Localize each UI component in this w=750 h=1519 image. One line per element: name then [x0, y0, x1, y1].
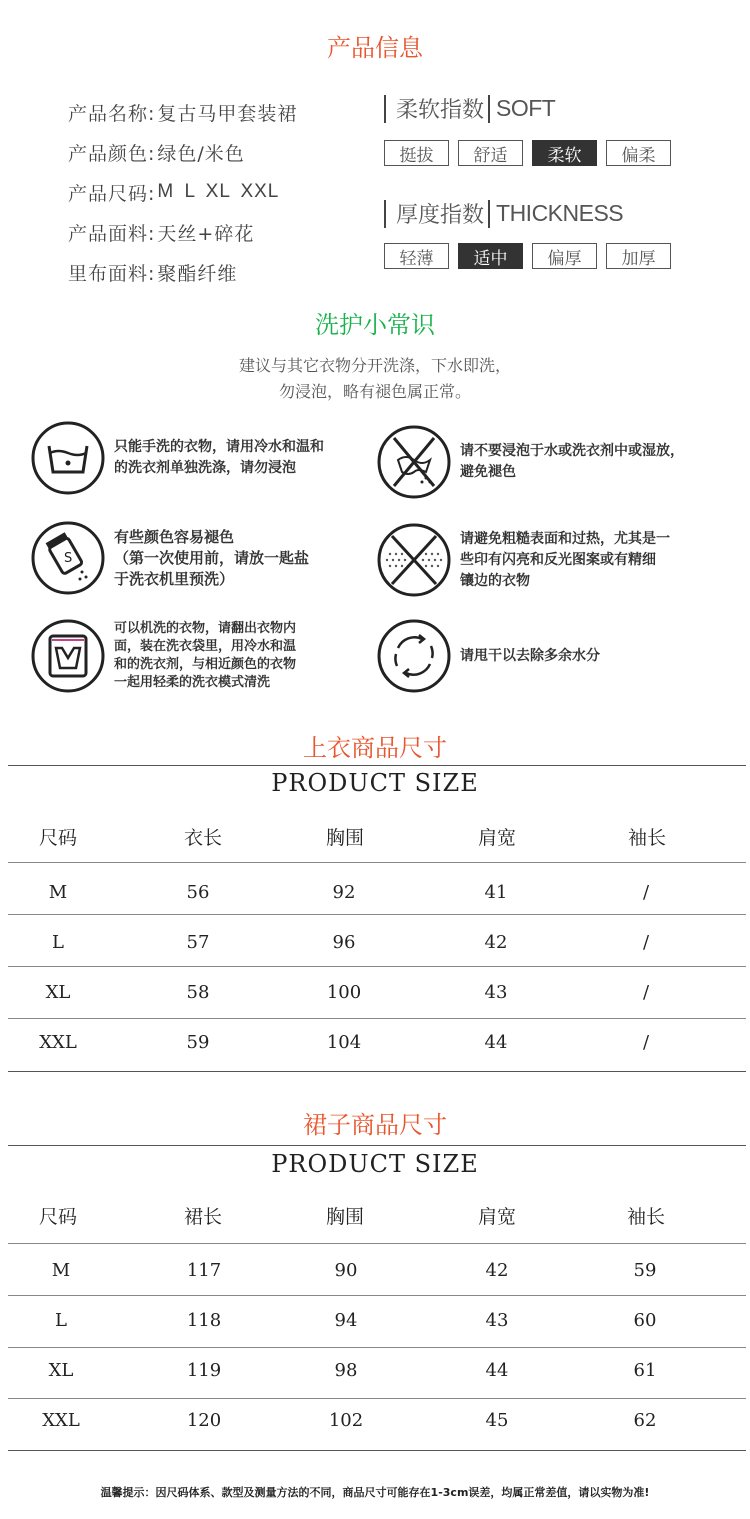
care-line: 请避免粗糙表面和过热，尤其是一	[460, 530, 670, 547]
care-description	[0, 353, 750, 405]
table-cell: 62	[633, 1410, 657, 1431]
care-item-no-soak	[376, 424, 684, 500]
table-cell: 90	[334, 1260, 358, 1281]
info-row-name	[68, 92, 297, 132]
info-value: 绿色/米色	[157, 142, 245, 165]
header-cell: 肩宽	[477, 1206, 516, 1228]
top-size-title: 上衣商品尺寸	[303, 734, 447, 762]
table-cell: /	[642, 982, 650, 1003]
info-row-fabric	[68, 212, 297, 252]
care-item-hand-wash	[30, 420, 324, 496]
thickness-index-label: 厚度指数	[396, 203, 485, 228]
table-cell: XXL	[42, 1410, 80, 1431]
table-rule	[8, 1071, 746, 1072]
care-description-line: 建议与其它衣物分开洗涤，下水即洗，	[238, 356, 511, 375]
soft-option: 挺拔	[384, 140, 449, 166]
thickness-index-options	[384, 243, 671, 269]
spin-dry-icon	[376, 618, 452, 694]
care-line: 只能手洗的衣物，请用冷水和温和	[114, 439, 324, 455]
table-cell: 44	[484, 1032, 508, 1053]
footnote: 温馨提示：因尺码体系、款型及测量方法的不同，商品尺寸可能存在1-3cm误差，均属正常差值，请以实物为准!	[100, 1486, 650, 1499]
care-line: 可以机洗的衣物，请翻出衣物内	[114, 621, 297, 636]
table-cell: 104	[326, 1032, 362, 1053]
table-cell: 98	[334, 1360, 358, 1381]
table-rule	[8, 1347, 746, 1348]
care-line: 镶边的衣物	[460, 572, 530, 589]
table-cell: 44	[485, 1360, 509, 1381]
no-rough-surface-icon	[376, 522, 452, 598]
care-line: 一起用轻柔的洗衣模式清洗	[114, 675, 271, 690]
table-cell: XXL	[39, 1032, 77, 1053]
header-cell: 尺码	[38, 827, 77, 849]
table-row	[0, 1032, 750, 1062]
info-value: 天丝+碎花	[157, 222, 255, 245]
skirt-size-header	[0, 1202, 750, 1232]
table-row	[0, 1310, 750, 1340]
thickness-option-selected: 适中	[458, 243, 523, 269]
laundry-bag-icon	[30, 618, 106, 694]
top-size-header	[0, 823, 750, 853]
skirt-size-subtitle: PRODUCT SIZE	[271, 1150, 479, 1178]
header-cell: 尺码	[38, 1206, 77, 1228]
divider	[384, 200, 386, 228]
table-cell: 96	[332, 932, 356, 953]
table-rule	[8, 862, 746, 863]
care-item-salt	[30, 520, 309, 596]
header-cell: 胸围	[325, 827, 364, 849]
table-row	[0, 1260, 750, 1290]
table-cell: XL	[48, 1360, 74, 1381]
table-row	[0, 932, 750, 962]
care-line: 和的洗衣剂，与相近颜色的衣物	[114, 657, 297, 672]
hand-wash-icon	[30, 420, 106, 496]
table-cell: /	[642, 882, 650, 903]
info-key: 里布面料:	[68, 262, 156, 285]
header-cell: 衣长	[183, 827, 222, 849]
header-cell: 肩宽	[477, 827, 516, 849]
table-cell: 102	[328, 1410, 364, 1431]
table-rule	[8, 1243, 746, 1244]
care-line: 些印有闪亮和反光图案或有精细	[460, 551, 656, 568]
care-description-line: 勿浸泡，略有褪色属正常。	[278, 382, 471, 401]
care-item-spin-dry	[376, 618, 600, 694]
soft-option: 偏柔	[606, 140, 671, 166]
table-rule	[8, 1398, 746, 1399]
header-cell: 袖长	[627, 827, 666, 849]
table-row	[0, 882, 750, 912]
product-info-list	[68, 92, 297, 292]
table-rule	[8, 1018, 746, 1019]
info-row-color	[68, 132, 297, 172]
table-cell: 100	[326, 982, 362, 1003]
table-cell: 43	[484, 982, 508, 1003]
soft-option-selected: 柔软	[532, 140, 597, 166]
table-row	[0, 982, 750, 1012]
table-cell: XL	[45, 982, 71, 1003]
info-key: 产品面料:	[68, 222, 156, 245]
thickness-index-heading	[384, 198, 623, 229]
care-line: 避免褪色	[460, 464, 516, 480]
table-cell: 117	[186, 1260, 222, 1281]
header-cell: 袖长	[626, 1206, 665, 1228]
table-cell: L	[55, 1310, 67, 1331]
care-item-no-rough	[376, 522, 670, 598]
table-row	[0, 1360, 750, 1390]
table-cell: 58	[186, 982, 210, 1003]
thickness-index-label-en: THICKNESS	[496, 200, 624, 226]
soft-index-label: 柔软指数	[396, 98, 485, 123]
care-item-laundry-bag	[30, 618, 296, 694]
table-cell: L	[52, 932, 64, 953]
table-cell: 43	[485, 1310, 509, 1331]
info-key: 产品颜色:	[68, 142, 156, 165]
product-info-title: 产品信息	[327, 34, 423, 62]
table-cell: 56	[186, 882, 210, 903]
table-rule	[8, 765, 746, 766]
soft-index-heading	[384, 93, 555, 124]
care-line: （第一次使用前，请放一匙盐	[114, 548, 310, 567]
care-line: 请甩干以去除多余水分	[460, 647, 600, 664]
care-line: 于洗衣机里预洗）	[114, 569, 235, 588]
care-line: 请不要浸泡于水或洗衣剂中或湿放，	[460, 443, 684, 459]
divider	[384, 95, 386, 123]
soft-index-options	[384, 140, 671, 166]
header-cell: 胸围	[325, 1206, 364, 1228]
table-cell: 118	[186, 1310, 222, 1331]
table-cell: 60	[633, 1310, 657, 1331]
divider	[488, 200, 490, 228]
care-line: 有些颜色容易褪色	[114, 527, 235, 546]
table-rule	[8, 1450, 746, 1451]
table-cell: 57	[186, 932, 210, 953]
salt-shaker-icon	[30, 520, 106, 596]
care-title: 洗护小常识	[315, 311, 435, 339]
care-line: 的洗衣剂单独洗涤，请勿浸泡	[114, 460, 296, 476]
thickness-option: 偏厚	[532, 243, 597, 269]
top-size-subtitle: PRODUCT SIZE	[271, 769, 479, 797]
table-cell: 42	[484, 932, 508, 953]
table-cell: /	[642, 1032, 650, 1053]
soft-option: 舒适	[458, 140, 523, 166]
thickness-option: 轻薄	[384, 243, 449, 269]
care-line: 面，装在洗衣袋里，用冷水和温	[114, 639, 297, 654]
info-value: 聚酯纤维	[157, 262, 238, 285]
info-row-size	[68, 172, 297, 212]
table-cell: 94	[334, 1310, 358, 1331]
skirt-size-title: 裙子商品尺寸	[303, 1111, 447, 1139]
table-cell: 61	[633, 1360, 657, 1381]
table-cell: 45	[485, 1410, 509, 1431]
table-row	[0, 1410, 750, 1440]
thickness-option: 加厚	[606, 243, 671, 269]
table-rule	[8, 914, 746, 915]
table-cell: 41	[484, 882, 508, 903]
divider	[488, 95, 490, 123]
table-cell: M	[51, 1260, 71, 1281]
table-cell: 92	[332, 882, 356, 903]
info-key: 产品名称:	[68, 102, 156, 125]
table-cell: 42	[485, 1260, 509, 1281]
no-soak-icon	[376, 424, 452, 500]
info-key: 产品尺码:	[68, 182, 156, 205]
table-rule	[8, 966, 746, 967]
table-rule	[8, 1295, 746, 1296]
soft-index-label-en: SOFT	[496, 95, 556, 121]
info-row-lining	[68, 252, 297, 292]
info-value: 复古马甲套装裙	[157, 102, 298, 125]
table-cell: M	[48, 882, 68, 903]
header-cell: 裙长	[183, 1206, 222, 1228]
table-cell: 119	[186, 1360, 222, 1381]
table-cell: 120	[186, 1410, 222, 1431]
table-cell: 59	[633, 1260, 657, 1281]
table-rule	[8, 1145, 746, 1146]
svg-text:S: S	[64, 551, 73, 566]
table-cell: 59	[186, 1032, 210, 1053]
table-cell: /	[642, 932, 650, 953]
info-value: M L XL XXL	[157, 181, 280, 202]
